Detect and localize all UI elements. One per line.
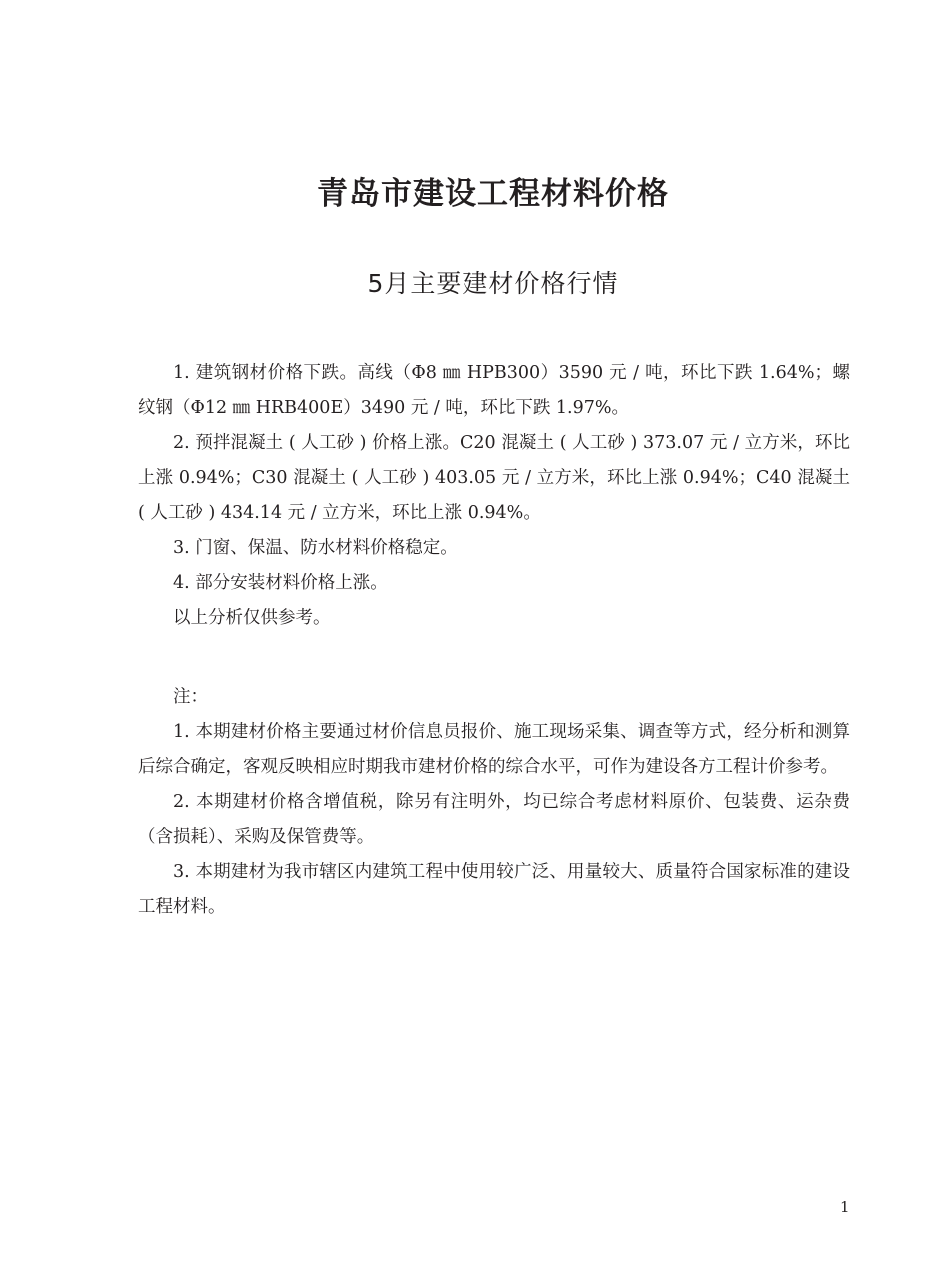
page-subtitle: 5月主要建材价格行情 (367, 269, 619, 298)
note-item-scope: 3. 本期建材为我市辖区内建筑工程中使用较广泛、用量较大、质量符合国家标准的建设工程材料。 (138, 862, 850, 917)
analysis-disclaimer: 以上分析仅供参考。 (173, 608, 331, 628)
analysis-item-steel: 1. 建筑钢材价格下跌。高线（Φ8 ㎜ HPB300）3590 元 / 吨，环比下跌 1.64%；螺纹钢（Φ12 ㎜ HRB400E）3490 元 / 吨，环比下跌 1.97%。 (138, 363, 850, 418)
page-title: 青岛市建设工程材料价格 (317, 176, 669, 212)
price-analysis-section (138, 356, 850, 636)
notes-section (138, 680, 850, 925)
notes-label: 注： (173, 687, 208, 707)
analysis-item-doors-windows: 3. 门窗、保温、防水材料价格稳定。 (173, 538, 458, 558)
analysis-item-concrete: 2. 预拌混凝土 ( 人工砂 ) 价格上涨。C20 混凝土 ( 人工砂 ) 373.07 元 / 立方米，环比上涨 0.94%；C30 混凝土 ( 人工砂 ) 403.05 元 / 立方米，环比上涨 0.94%；C40 混凝土 ( 人工砂 ) 434.14 元 / 立方米，环比上涨 0.94%。 (138, 433, 850, 523)
note-item-tax: 2. 本期建材价格含增值税，除另有注明外，均已综合考虑材料原价、包装费、运杂费（含损耗）、采购及保管费等。 (138, 792, 850, 847)
page-number: 1 (840, 1198, 850, 1216)
note-item-source: 1. 本期建材价格主要通过材价信息员报价、施工现场采集、调查等方式，经分析和测算后综合确定，客观反映相应时期我市建材价格的综合水平，可作为建设各方工程计价参考。 (138, 722, 850, 777)
analysis-item-installation: 4. 部分安装材料价格上涨。 (173, 573, 388, 593)
